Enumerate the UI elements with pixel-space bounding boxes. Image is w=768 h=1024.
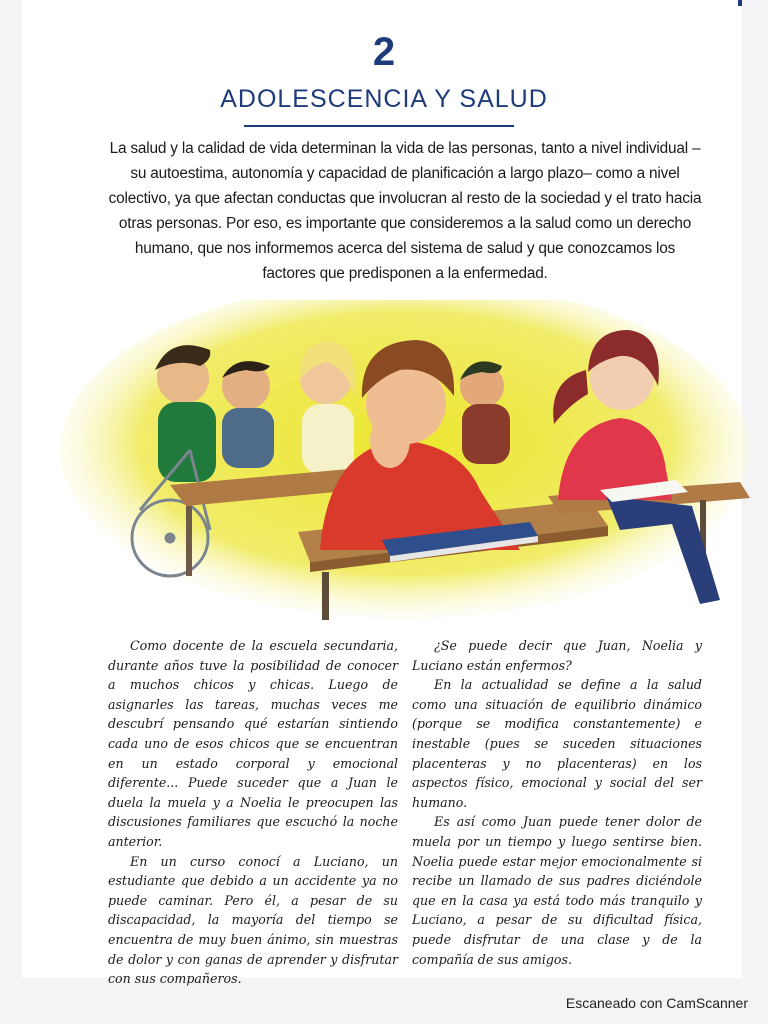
intro-paragraph: La salud y la calidad de vida determinan la vida de las personas, tanto a nivel individual –su autoestima, autonomía y capacidad de planificación a largo plazo– como a nivel colectivo, ya que afectan conductas que involucran al resto de la sociedad y el trato hacia otras personas. Por eso, es importante que consideremos a la salud como un derecho humano, que nos informemos acerca del sistema de salud y que conozcamos los factores que predisponen a la enfermedad.	[108, 140, 702, 282]
title-underline	[244, 125, 514, 127]
scanner-watermark: Escaneado con CamScanner	[565, 995, 748, 1011]
body-paragraph: Como docente de la escuela secundaria, durante años tuve la posibilidad de conocer a muchos chicos y chicas. Luego de asignarles las tareas, muchas veces me descubrí pensando qué estarían sintiendo cada uno de esos chicos que se encuentran en un estado corporal y emocional diferente... Puede suceder que a Juan le duela la muela y a Noelia le preocupen las discusiones familiares que escuchó la noche anterior.	[108, 638, 398, 849]
body-column-right	[412, 636, 702, 969]
body-paragraph: Es así como Juan puede tener dolor de muela por un tiempo y luego sentirse bien. Noelia puede estar mejor emocionalmente si recibe un llamado de sus padres diciéndole que en la casa ya está todo más tranquilo y Luciano, a pesar de su dificultad física, puede disfrutar de una clase y de la compañía de sus amigos.	[412, 814, 702, 967]
body-question: ¿Se puede decir que Juan, Noelia y Luciano están enfermos?	[412, 638, 702, 673]
page-corner-mark	[738, 0, 742, 6]
chapter-title: ADOLESCENCIA Y SALUD	[220, 85, 548, 113]
body-column-left	[108, 636, 398, 989]
chapter-number: 2	[372, 30, 396, 74]
classroom-illustration	[60, 300, 750, 620]
body-paragraph: En la actualidad se define a la salud como una situación de equilibrio dinámico (porque se modifica constantemente) e inestable (pues se suceden situaciones placenteras y no placenteras) en los aspectos físico, emocional y social del ser humano.	[412, 677, 702, 810]
body-paragraph: En un curso conocí a Luciano, un estudiante que debido a un accidente ya no puede caminar. Pero él, a pesar de su discapacidad, la mayoría del tiempo se encuentra de muy buen ánimo, sin muestras de dolor y con ganas de aprender y disfrutar con sus compañeros.	[108, 853, 398, 987]
